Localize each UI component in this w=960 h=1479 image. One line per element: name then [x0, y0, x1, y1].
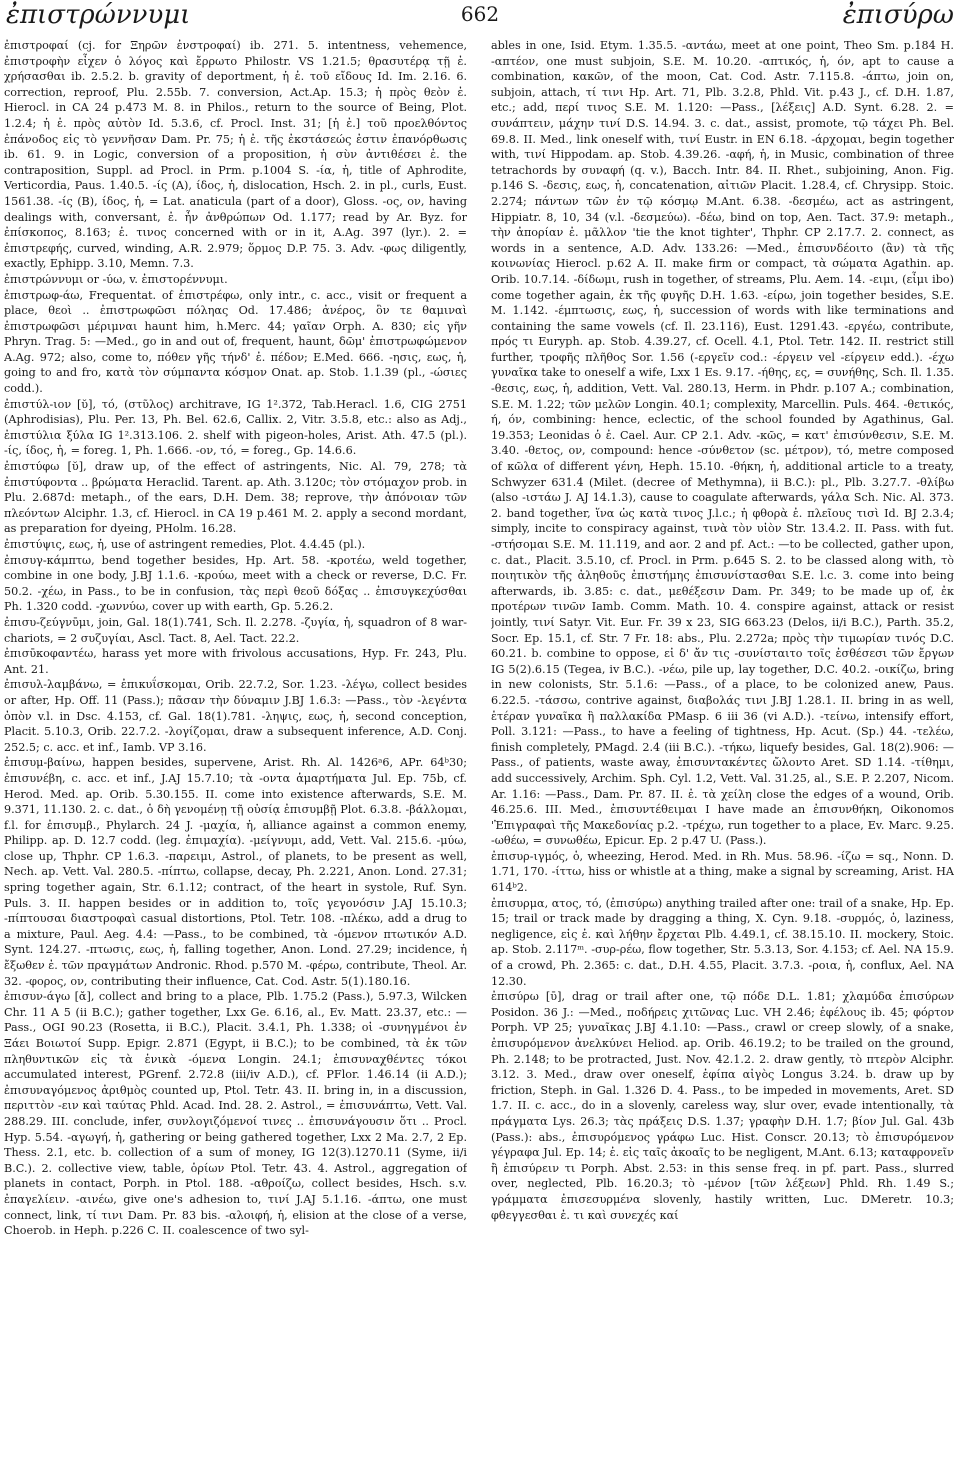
entry: ἐπιστρωφ-άω, Frequentat. of ἐπιστρέφω, only intr., c. acc., visit or frequent a place, θεοὶ .. ἐπιστρωφῶσι πόληας Od. 17.486; ἀνέρος, ὃν τε θαμιναὶ ἐπιστρωφῶσι μέριμναι haunt him, h.Merc. 44; γαῖαν Orph. A. 830; εἰς γῆν Phryn. Trag. 5: —Med., go in and out of, frequent, haunt, δῶμ' ἐπιστρωφώμενον A.Ag. 972; also, come to, πόθεν γῆς τήνδ' ἐ. πέδον; E.Med. 666. -ησις, εως, ἡ, going to and fro, κατὰ τὸν σύμπαντα κόσμον Onat. ap. Stob. 1.1.39 (pl., -ώσιες codd.). [4, 288, 467, 396]
entry: ἐπισυρ-ιγμός, ὁ, wheezing, Herod. Med. in Rh. Mus. 58.96. -ίζω = sq., Nonn. D. 1.71, 170. -ίττω, hiss or whistle at a thing, make a signal by screaming, Arist. HA 614ᵇ2. [491, 849, 954, 895]
entry: ἐπισυγ-κάμπτω, bend together besides, Hp. Art. 58. -κροτέω, weld together, combine in one body, J.BJ 1.1.6. -κρούω, meet with a check or reverse, D.C. Fr. 50.2. -χέω, in Pass., to be in confusion, τὰς περὶ θεοῦ δόξας .. ἐπισυγκεχύσθαι Ph. 1.320 codd. -χωννύω, cover up with earth, Gp. 5.26.2. [4, 553, 467, 614]
entry: ἐπισυμ-βαίνω, happen besides, supervene, Arist. Rh. Al. 1426ᵃ6, APr. 64ᵇ30; ἐπισυνέβη, c. acc. et inf., J.AJ 15.7.10; τὰ -οντα ἁμαρτήματα Jul. Ep. 75b, cf. Herod. Med. ap. Orib. 5.30.155. II. come into existence afterwards, S.E. M. 9.371, 11.130. 2. c. dat., ὁ δὴ γενομένῃ τῇ οὐσίᾳ ἐπισυμβῇ Plot. 6.3.8. -βάλλομαι, f.l. for ἐπισυμβ., Phylarch. 24 J. -μαχία, ἡ, alliance against a common enemy, Philipp. ap. D. 12.7 codd. (leg. ἐπιμαχία). -μείγνυμι, add, Vett. Val. 215.6. -μύω, close up, Thphr. CP 1.6.3. -παρειμι, Astrol., of planets, to be present as well, Nech. ap. Vett. Val. 280.5. -πίπτω, collapse, decay, Ph. 2.221, Anon. Lond. 27.31; spring together again, Str. 6.1.12; contract, of the heart in systole, Ruf. Syn. Puls. 3. II. happen besides or in addition to, τοῖς γεγονόσιν J.AJ 15.10.3; -πίπτουσαι διαστροφαὶ casual distortions, Ptol. Tetr. 108. -πλέκω, add a drug to a mixture, Paul. Aeg. 4.4: —Pass., to be combined, τὰ -όμενον πτωτικόν A.D. Synt. 124.27. -πτωσις, εως, ἡ, falling together, Anon. Lond. 27.29; incidence, ἡ ἔξωθεν ἐ. τῶν πραγμάτων Andronic. Rhod. p.570 M. -φέρω, contribute, Theol. Ar. 32. -φορος, ον, contributing their influence, Cat. Cod. Astr. 5(1).180.16. [4, 756, 467, 988]
header-right-word: ἐπισύρω [842, 0, 954, 30]
right-column [491, 38, 954, 1474]
entry: ἐπισυρμα, ατος, τό, (ἐπισύρω) anything trailed after one: trail of a snake, Hp. Ep. 15; trail or track made by dragging a thing, X. Cyn. 9.18. -συρμός, ὁ, laziness, negligence, εἰς ἐ. καὶ λήθην ἔρχεται Plb. 4.49.1, cf. 38.15.10. II. mockery, Stoic. ap. Stob. 2.117ᵐ. -συρ-ρέω, flow together, Str. 5.3.13, Sor. 4.153; cf. Ael. NA 15.9. of a crowd, Ph. 2.365: c. dat., D.H. 4.55, Placit. 3.7.3. -ροια, ἡ, conflux, Ael. NA 12.30. [491, 896, 954, 988]
entry: ἐπιστύψις, εως, ἡ, use of astringent remedies, Plot. 4.4.45 (pl.). [4, 538, 366, 551]
entry: ἐπισυν-άγω [ᾰ], collect and bring to a place, Plb. 1.75.2 (Pass.), 5.97.3, Wilcken Chr. 11 A 5 (ii B.C.); gather together, Lxx Ge. 6.16, al., Ev. Matt. 23.37, etc.: —Pass., OGI 90.23 (Rosetta, ii B.C.), Placit. 3.4.1, Ph. 1.338; οἱ -συνηγμένοι ἐν Ξάει Βοιωτοί Supp. Epigr. 2.871 (Egypt, ii B.C.); to be combined, τὰ ἐκ τῶν πληθυντικῶν εἰς τὰ ἑνικὰ -όμενα Longin. 24.1; ἐπισυναχθέντες τόκοι accumulated interest, PGrenf. 2.72.8 (iii/iv A.D.), cf. PFlor. 1.46.14 (ii A.D.); ἐπισυναγόμενος ἀριθμὸς counted up, Ptol. Tetr. 43. II. bring in, in a discussion, περιττὸν -ειν καὶ ταύτας Phld. Acad. Ind. 28. 2. Astrol., = ἐπισυνάπτω, Vett. Val. 288.29. III. conclude, infer, συνλογιζόμενοί τινες .. ἐπισυνάγουσιν ὅτι .. Procl. Hyp. 5.54. -αγωγή, ἡ, gathering or being gathered together, Lxx 2 Ma. 2.7, 2 Ep. Thess. 2.1, etc. b. collection of a sum of money, IG 12(3).1270.11 (Syme, ii/i B.C.). 2. collective view, table, ὁρίων Ptol. Tetr. 43. 4. Astrol., aggregation of planets in contact, Porph. in Ptol. 188. -αθροίζω, collect besides, Hsch. s.v. ἐπαγελίειν. -αινέω, give one's adhesion to, τινί J.AJ 5.1.16. -άπτω, one must connect, link, τί τινι Dam. Pr. 83 bis. -αλοιφή, ἡ, elision at the close of a verse, Choerob. in Heph. p.226 C. II. coalescence of two syl- [4, 990, 467, 1238]
entry: ἐπιστροφαί (cj. for Ξηρῶν ἐνστροφαί) ib. 271. 5. intentness, vehemence, ἐπιστροφὴν εἶχεν ὁ λόγος καὶ ἔρρωτο Philostr. VS 1.21.5; θρασυτέρᾳ τῇ ἐ. χρήσασθαι ib. 2.5.2. b. gravity of deportment, ἡ ἐ. τοῦ εἴδους Id. Im. 2.16. 6. correction, reproof, Plu. 2.55b. 7. conversion, Act.Ap. 15.3; ἡ πρὸς θεὸν ἐ. Hierocl. in CA 24 p.473 M. 8. in Philos., return to the source of Being, Plot. 1.2.4; ἡ ἐ. πρὸς αὐτὸν Id. 5.3.6, cf. Procl. Inst. 31; [ἡ ἐ.] τοῦ προελθόντος ἐπάνοδος εἰς τὸ γεννῆσαν Dam. Pr. 75; ἡ ἐ. τῆς ἐκστάσεώς ἐστιν ἐπανόρθωσις ib. 61. 9. in Logic, conversion of a proposition, ἡ σὺν ἀντιθέσει ἐ. the contraposition, Suppl. ad Procl. in Prm. p.1004 S. -ία, ἡ, title of Aphrodite, Verticordia, Paus. 1.40.5. -ίς (A), ίδος, ἡ, dislocation, Hsch. 2. in pl., curls, Eust. 1561.38. -ίς (B), ίδος, ἡ, = Lat. anaticula (part of a door), Gloss. -ος, ον, having dealings with, conversant, ἐ. ἦν ἀνθρώπων Od. 1.177; read by Ar. Byz. for ἐπίσκοπος, 8.163; ἐ. τινος concerned with or in it, A.Ag. 397 (lyr.). 2. = ἐπιστρεφής, curved, winding, A.R. 2.979; ὅρμος D.P. 75. 3. Adv. -φως diligently, exactly, Ephipp. 3.10, Memn. 7.3. [4, 39, 467, 271]
entry: ἐπιστρώννυμι or -ύω, v. ἐπιστορέννυμι. [4, 272, 228, 286]
left-column [4, 38, 467, 1474]
entry: ἐπισῡκοφαντέω, harass yet more with frivolous accusations, Hyp. Fr. 243, Plu. Ant. 21. [4, 647, 467, 676]
entry: ἐπιστύλ-ιον [ῠ], τό, (στῦλος) architrave, IG 1².372, Tab.Heracl. 1.6, CIG 2751 (Aphrodisias), Plu. Per. 13, Ph. Bel. 62.6, Callix. 2, Vitr. 3.5.8, etc.: also as Adj., ἐπιστύλια ξύλα IG 1².313.106. 2. shelf with pigeon-holes, Arist. Ath. 47.5 (pl.). -ίς, ίδος, ἡ, = foreg. 1, Ph. 1.666. -ον, τό, = foreg., Gp. 14.6.6. [4, 397, 467, 458]
entry: ἐπισυλ-λαμβάνω, = ἐπικυΐσκομαι, Orib. 22.7.2, Sor. 1.23. -λέγω, collect besides or after, Hp. Off. 11 (Pass.); πᾶσαν τὴν δύναμιν J.BJ 1.6.3: —Pass., τὸν -λεγέντα ὀπὸν v.l. in Dsc. 4.153, cf. Gal. 18(1).781. -ληψις, εως, ἡ, second conception, Placit. 5.10.3, Orib. 22.7.2. -λογίζομαι, draw a subsequent inference, A.D. Conj. 252.5; c. acc. et inf., Iamb. VP 3.16. [4, 678, 467, 754]
entry: ἐπισύρω [ῡ], drag or trail after one, τῷ πόδε D.L. 1.81; χλαμύδα ἐπισύρων Posidon. 36 J.: —Med., ποδήρεις χιτῶνας Luc. VH 2.46; ἐφέλους ib. 45; φόρτον Porph. VP 25; γυναῖκας J.BJ 4.1.10: —Pass., crawl or creep slowly, of a snake, ἐπισυρόμενον ἀνελκύνει Heliod. ap. Orib. 46.19.2; to be trailed on the ground, Ph. 2.148; to be protracted, Just. Nov. 42.1.2. 2. draw gently, τὸ πτερὸν Alciphr. 3.12. 3. Med., draw over oneself, ἐφίπα αἰγὸς Longus 3.24. b. draw up by friction, Steph. in Gal. 1.326 D. 4. Pass., to be impeded in movements, Aret. SD 1.7. II. c. acc., do in a slovenly, careless way, slur over, evade intentionally, τὰ πράγματα Lys. 26.3; τὰς πράξεις D.S. 1.37; γραφὴν D.H. 1.7; βίον Jul. Gal. 43b (Pass.): abs., ἐπισυρόμενος γράφω Luc. Hist. Conscr. 20.13; τὸ ἐπισυρόμενον γέγραφα Jul. Ep. 14; ἐ. εἰς ταῖς ἀκοαῖς to be negligent, M.Ant. 6.13; καταφρονεῖν ἢ ἐπισύρειν τι Porph. Abst. 2.53: in this sense freq. in pf. part. Pass., slurred over, neglected, Plb. 16.20.3; τὸ -μένον [τῶν λέξεων] Phld. Rh. 1.49 S.; γράμματα ἐπισεσυρμένα slovenly, hastily written, Luc. DMeretr. 10.3; φθεγγεσθαι ἐ. τι καὶ συνεχές καί [491, 990, 954, 1222]
entry: ἐπιστύφω [ῠ], draw up, of the effect of astringents, Nic. Al. 79, 278; τὰ ἐπιστύφοντα .. βρώματα Heraclid. Tarent. ap. Ath. 3.120c; τὸν στόμαχον prob. in Plu. 2.687d: metaph., of the ears, D.H. Dem. 38; reprove, τὴν ἀπόνοιαν τῶν πλεόντων Alciphr. 1.3, cf. Hierocl. in CA 19 p.461 M. 2. apply a second mordant, as preparation for dyeing, PHolm. 16.28. [4, 460, 467, 536]
entry: ables in one, Isid. Etym. 1.35.5. -αντάω, meet at one point, Theo Sm. p.184 H. -απτέον, one must subjoin, S.E. M. 10.20. -απτικός, ἡ, όν, apt to cause a combination, κακῶν, of the moon, Cat. Cod. Astr. 7.115.8. -άπτω, join on, subjoin, attach, τί τινι Hp. Art. 71, Plb. 3.2.8, Phld. Vit. p.43 J., cf. D.H. 1.87, etc.; add, περί τινος S.E. M. 1.120: —Pass., [λέξεις] A.D. Synt. 6.28. 2. = συνάπτειν, μάχην τινί D.S. 14.94. 3. c. dat., assist, promote, τῷ τάχει Ph. Bel. 69.8. II. Med., link oneself with, τινί Eustr. in EN 6.18. -άρχομαι, begin together with, τινί Hippodam. ap. Stob. 4.39.26. -αφή, ἡ, in Music, combination of three tetrachords by συναφή (q. v.), Bacch. Intr. 84. II. Rhet., subjoining, Anon. Fig. p.146 S. -δεσις, εως, ἡ, concatenation, αἰτιῶν Placit. 1.28.4, cf. Chrysipp. Stoic. 2.274; πάντων τῶν ἐν τῷ κόσμῳ M.Ant. 6.38. -δεσμέω, act as astringent, Hippiatr. 8, 10, 34 (v.l. -δεσμεύω). -δέω, bind on top, Aen. Tact. 37.9: metaph., τὴν ἀπορίαν ἐ. μᾶλλον 'tie the knot tighter', Thphr. CP 2.17.7. 2. connect, as words in a sentence, A.D. Adv. 133.26: —Med., ἐπισυνδέοιτο (ἂν) τὰ τῆς κοινωνίας Hierocl. p.62 A. II. make firm or compact, τὰ σώματα Agathin. ap. Orib. 10.7.14. -δίδωμι, rush in together, of streams, Plu. Aem. 14. -ειμι, (εἶμι ibo) come together again, ἐκ τῆς φυγῆς D.H. 1.63. -είρω, join together besides, S.E. M. 1.142. -έμπτωσις, εως, ἡ, succession of words with like terminations and containing the same vowels (cf. Il. 23.116), Eust. 1291.43. -εργέω, contribute, πρός τι Euryph. ap. Stob. 4.39.27, cf. Ocell. 4.1, Ptol. Tetr. 142. II. restrict still further, τροφῆς πλῆθος Sor. 1.56 (-εργεῖν cod.: -έργειν vel -είργειν edd.). -έχω γυναῖκα take to oneself a wife, Lxx 1 Es. 9.17. -ήθης, ες, = συνήθης, Sch. Il. 1.35. -θεσις, εως, ἡ, addition, Vett. Val. 280.13, Herm. in Phdr. p.107 A.; combination, S.E. M. 1.22; τῶν μελῶν Longin. 40.1; complexity, Marcellin. Puls. 464. -θετικός, ή, όν, combining: hence, eclectic, of the school founded by Agathinus, Gal. 19.353; Leonidas ὁ ἐ. Cael. Aur. CP 2.1. Adv. -κῶς, = κατ' ἐπισύνθεσιν, S.E. M. 3.40. -θετος, ον, compound: hence -σύνθετον (sc. μέτρον), τό, metre composed of κῶλα of different γένη, Heph. 15.10. -θήκη, ἡ, additional article to a treaty, Schwyzer 631.4 (Milet. (decree of Methymna), ii B.C.): pl., Plb. 3.27.7. -θλίβω (also -ιστάω J. AJ 14.1.3), cause to coagulate afterwards, γάλα Sch. Nic. Al. 373. 2. band together, ἵνα ὡς κατὰ τινος J.l.c.; ἡ φθορὰ ἐ. πλεῖους τισὶ Id. BJ 2.3.4; simply, incite to conspiracy against, τινὰ τὸν υἱὸν Str. 13.4.2. II. Pass. with fut. -στήσομαι S.E. M. 11.119, and aor. 2 and pf. Act.: —to be collected, gather upon, c. dat., Placit. 3.5.10, cf. Procl. in Prm. p.645 S. 2. to be classed along with, τὸ ποιητικὸν τῆς ἀληθοῦς ἐπιστήμης ἐπισυνίστασθαι S.E. l.c. 3. come into being afterwards, ib. 3.85: c. dat., μεθέξεσιν Dam. Pr. 349; to be made up of, ἐκ προτέρων τινῶν Iamb. Comm. Math. 10. 4. conspire against, attack or resist jointly, τινί Satyr. Vit. Eur. Fr. 39 x 23, SIG 663.23 (Delos, ii/i B.C.), Parth. 35.2, Socr. Ep. 15.1, cf. Str. 7 Fr. 18: abs., Plu. 2.272a; πρὸς τὴν τιμωρίαν τινός D.C. 60.21. b. combine to oppose, εἰ δ' ἄν τις -συνίσταιτο τοῖς ἐσθέσεσι τῶν ἔργων IG 5(2).6.15 (Tegea, iv B.C.). -νέω, pile up, lay together, D.C. 40.2. -οικίζω, bring in new colonists, Str. 5.1.6: —Pass., of a place, to be colonized anew, Paus. 6.22.5. -τάσσω, contrive against, διαβολάς τινι J.BJ 1.28.1. II. bring in as well, ἑτέραν γυναῖκα ἢ παλλακίδα PMasp. 6 iii 36 (vi A.D.). -τείνω, intensify effort, Poll. 3.121: —Pass., to have a feeling of tightness, Hp. Acut. (Sp.) 44. -τελέω, finish completely, PMagd. 2.4 (iii B.C.). -τήκω, liquefy besides, Gal. 18(2).906: —Pass., of patients, waste away, ἐπισυντακέντες ὤλοντο Aret. SD 1.14. -τίθημι, add successively, Archim. Sph. Cyl. 1.2, Vett. Val. 31.25, al., S.E. P. 2.207, Nicom. Ar. 1.16: —Pass., Dam. Pr. 87. II. ἐ. τὰ χείλη close the edges of a wound, Orib. 46.25.6. III. Med., ἐπισυντέθειμαι I have made an ἐπισυνθήκη, Oikonomos 'Ἐπιγραφαὶ τῆς Μακεδονίας p.2. -τρέχω, run together to a place, Ev. Marc. 9.25. -ωθέω, = συνωθέω, Epicur. Ep. 2 p.47 U. (Pass.). [491, 39, 954, 848]
header-left-word: ἐπιστρώννυμι [6, 0, 191, 30]
page-number: 662 [460, 2, 500, 26]
running-header [0, 0, 960, 30]
entry: ἐπισυ-ζεύγνῡμι, join, Gal. 18(1).741, Sch. Il. 2.278. -ζυγία, ἡ, squadron of 8 war-chariots, = 2 συζυγίαι, Ascl. Tact. 8, Ael. Tact. 22.2. [4, 615, 467, 645]
